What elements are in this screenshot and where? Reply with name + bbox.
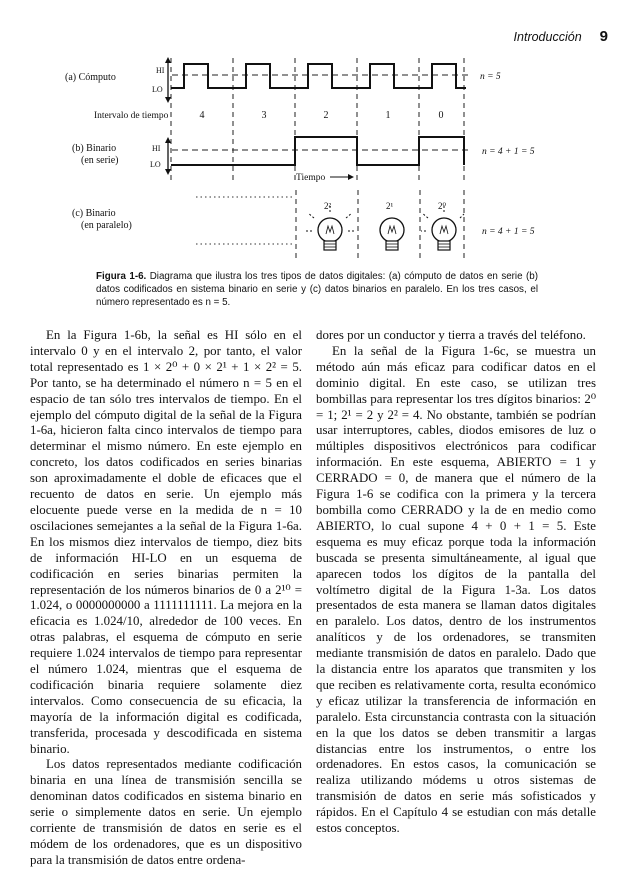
bulb-label: 2⁰ xyxy=(438,201,447,211)
b-result: n = 4 + 1 = 5 xyxy=(482,147,535,157)
paragraph: En la Figura 1-6b, la señal es HI sólo en el intervalo 0 y en el intervalo 2, por tanto, el valor total representado es 1 × 2⁰ + 0 × 2¹ + 1 × 2² = 5. Por tanto, se ha determinado el número n = 5 en el espacio de tan sólo tres intervalos de tiempo. En el ejemplo del cómputo digital de la señal de la Figura 1-6a, hicieron falta cinco intervalos de tiempo para determinar el mismo número. En este ejemplo en concreto, los datos codificados en series binarias son aproximadamente el doble de eficaces que el recuento de datos en serie. Un ejemplo más elocuente puede verse en la medida de n = 10 oscilaciones semejantes a la señal de la Figura 1-6a. En los mismos diez intervalos de tiempo, diez bits de información HI-LO en un esquema de codificación en series binarias permiten la representación de los números binarios de 0 a 2¹⁰ = 1.024, o 0000000000 a 1111111111. La mejora en la eficacia es 1.024/10, alrededor de 100 veces. En otras palabras, el esquema de cómputo en serie requiere 1.024 intervalos de tiempo para representar el número 1.024, mientras que el esquema de codificación binaria requiere solamente diez intervalos. Como consecuencia de su eficacia, la mayoría de la información digital es codificada, transferida, procesada y descodificada en sistema binario. xyxy=(30,328,302,756)
a-lo-label: LO xyxy=(152,85,163,94)
c-label-line2: (en paralelo) xyxy=(81,220,132,231)
paragraph: En la señal de la Figura 1-6c, se muestra un método aún más eficaz para codificar datos en el dominio digital. En este caso, se utilizan tres bombillas para representar los tres dígitos binarios: 2⁰ = 1; 2¹ = 2 y 2² = 4. No obstante, también se podrían usar interruptores, cables, diodos emisores de luz o múltiples dispositivos electrónicos para codificar información. En este esquema, ABIERTO = 1 y CERRADO = 0, de manera que el número de la Figura 1-6 se codifica con la primera y la tercera bombilla como CERRADO y la de en medio como ABIERTO, lo cual supone 4 + 0 + 1 = 5. Este esquema es muy eficaz porque toda la información buscada se presenta simultáneamente, al igual que aparecen todos los dígitos de la pantalla del voltímetro digital de la Figura 1-3a. Los datos presentados de esta manera se llaman datos digitales en paralelo. Los datos, dentro de los instrumentos analíticos y de los ordenadores, se transmiten mediante transmisión de datos en paralelo. Dado que la distancia entre los aparatos que transmiten y los que reciben es relativamente corta, resulta económico y eficaz utilizar la transferencia de información en paralelo. Esta circunstancia contrasta con la situación en la que los datos se deben transmitir a largas distancias entre los instrumentos, o entre los ordenadores. En estos casos, la comunicación se realiza utilizando módems u otros sistemas de transmisión de datos en serie más sofisticados y rápidos. En el Capítulo 4 se estudian con más detalle estos conceptos. xyxy=(316,343,596,836)
figure-caption xyxy=(96,270,538,310)
b-label-line2: (en serie) xyxy=(81,155,119,166)
a-axis-arrow-down xyxy=(165,97,171,103)
a-label: (a) Cómputo xyxy=(65,72,116,83)
b-axis-arrow-down xyxy=(165,169,171,175)
a-result: n = 5 xyxy=(480,72,501,82)
c-result: n = 4 + 1 = 5 xyxy=(482,227,535,237)
b-label-line1: (b) Binario xyxy=(72,143,117,154)
time-label: Tiempo xyxy=(296,173,326,183)
caption-text: Diagrama que ilustra los tres tipos de datos digitales: (a) cómputo de datos en serie (b) datos codificados en sistema binario en serie y (c) datos binarios en paralelo. En los tres casos, el número representado es n = 5. xyxy=(96,271,538,309)
b-axis-arrow-up xyxy=(165,137,171,143)
caption-label: Figura 1-6. xyxy=(96,271,147,282)
time-arrow-head xyxy=(348,174,354,180)
b-lo-label: LO xyxy=(150,160,161,169)
section-title: Introducción xyxy=(513,30,582,44)
b-serial-waveform xyxy=(171,137,464,165)
paragraph: Los datos representados mediante codificación binaria en una línea de transmisión sencilla se denominan datos codificados en sistema binario en serie o simplemente datos en serie. Un ejemplo corriente de transmisión de datos en serie es el módem de los ordenadores, que es un dispositivo para la transmisión de datos entre ordena- xyxy=(30,757,302,867)
body-column-right xyxy=(316,328,596,837)
b-hi-label: HI xyxy=(152,144,161,153)
bulb-label: 2² xyxy=(324,201,332,211)
a-hi-label: HI xyxy=(156,66,165,75)
figure-1-6 xyxy=(0,0,638,270)
bulb-off-icon xyxy=(380,218,404,250)
interval-number: 1 xyxy=(385,110,391,121)
c-label-line1: (c) Binario xyxy=(72,208,116,219)
paragraph: dores por un conductor y tierra a través del teléfono. xyxy=(316,328,586,342)
interval-number: 0 xyxy=(438,110,444,121)
a-counting-waveform xyxy=(171,64,466,88)
bulb-label: 2¹ xyxy=(386,201,394,211)
interval-number: 4 xyxy=(199,110,205,121)
page-number: 9 xyxy=(599,28,608,45)
body-column-left xyxy=(30,328,302,869)
a-axis-arrow-up xyxy=(165,57,171,63)
interval-number: 2 xyxy=(323,110,329,121)
interval-number: 3 xyxy=(261,110,267,121)
interval-label: Intervalo de tiempo xyxy=(94,111,169,121)
